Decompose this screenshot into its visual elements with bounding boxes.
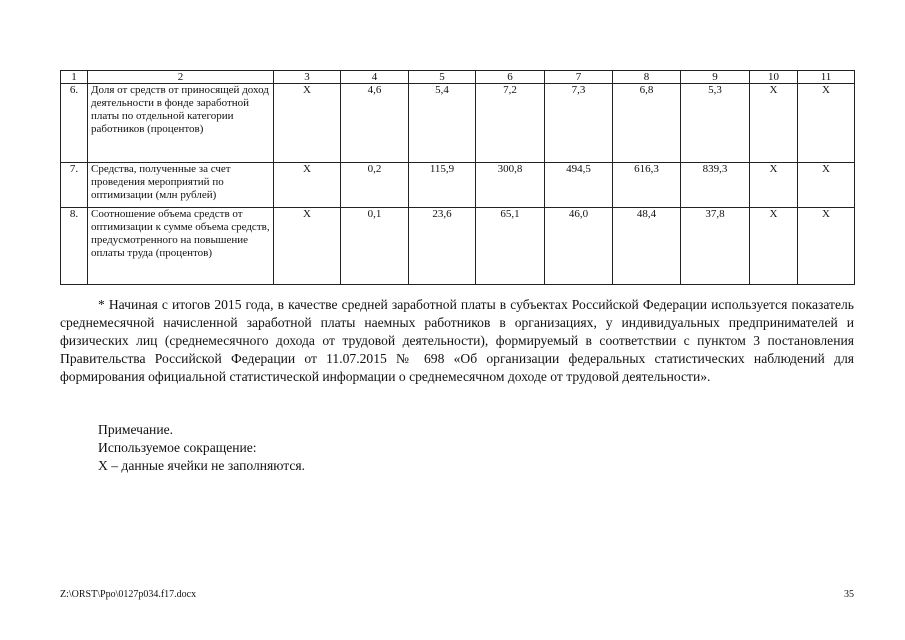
row-number: 6. [61,84,88,163]
table-cell: Х [798,84,855,163]
table-cell: Х [274,208,341,285]
table-cell: 23,6 [409,208,476,285]
table-cell: 46,0 [545,208,613,285]
column-number-header: 2 [88,71,274,84]
table-header-row [61,71,855,84]
table-cell: Х [750,84,798,163]
abbreviation-heading: Используемое сокращение: [98,440,257,455]
indicator-name: Соотношение объема средств от оптимизации к сумме объема средств, предусмотренного на повышение оплаты труда (процентов) [88,208,274,285]
column-number-header: 1 [61,71,88,84]
column-number-header: 9 [681,71,750,84]
note-block [98,421,798,475]
table-cell: 7,2 [476,84,545,163]
column-number-header: 4 [341,71,409,84]
abbreviation-item: Х – данные ячейки не заполняются. [98,458,306,473]
column-number-header: 7 [545,71,613,84]
footer-file-path: Z:\ORST\Ppo\0127p034.f17.docx [60,589,197,600]
table-cell: 37,8 [681,208,750,285]
table-cell: 494,5 [545,163,613,208]
table-cell: 300,8 [476,163,545,208]
table-cell: 0,2 [341,163,409,208]
table-cell: Х [274,163,341,208]
column-number-header: 8 [613,71,681,84]
row-number: 7. [61,163,88,208]
table-row [61,163,855,208]
note-title: Примечание. [98,422,174,437]
table-cell: 5,4 [409,84,476,163]
table-cell: 6,8 [613,84,681,163]
table-cell: 7,3 [545,84,613,163]
indicator-name: Средства, полученные за счет проведения мероприятий по оптимизации (млн рублей) [88,163,274,208]
table-cell: 115,9 [409,163,476,208]
column-number-header: 11 [798,71,855,84]
table-cell: Х [798,163,855,208]
column-number-header: 10 [750,71,798,84]
table-cell: Х [750,208,798,285]
table-row [61,84,855,163]
page-number: 35 [844,589,854,600]
table-row [61,208,855,285]
table-cell: Х [274,84,341,163]
footnote-text: * Начиная с итогов 2015 года, в качестве средней заработной платы в субъектах Российской Федерации используется показатель среднемесячной начисленной заработной платы наемных работников в организациях, у индивидуальных предпринимателей и физических лиц (среднемесячного дохода от трудовой деятельности), формируемый в соответствии с пунктом 3 постановления Правительства Российской Федерации от 11.07.2015 № 698 «Об организации федеральных статистических наблюдений для формирования официальной статистической информации о среднемесячном доходе от трудовой деятельности». [60,297,854,384]
table-cell: 48,4 [613,208,681,285]
indicator-name: Доля от средств от приносящей доход деятельности в фонде заработной платы по отдельной категории работников (процентов) [88,84,274,163]
table-cell: Х [750,163,798,208]
table-cell: 65,1 [476,208,545,285]
table-cell: 839,3 [681,163,750,208]
table-cell: 5,3 [681,84,750,163]
column-number-header: 3 [274,71,341,84]
table-cell: Х [798,208,855,285]
table-cell: 4,6 [341,84,409,163]
table-cell: 616,3 [613,163,681,208]
row-number: 8. [61,208,88,285]
footnote-paragraph [60,296,854,386]
column-number-header: 6 [476,71,545,84]
indicators-table [60,70,855,285]
column-number-header: 5 [409,71,476,84]
table-cell: 0,1 [341,208,409,285]
